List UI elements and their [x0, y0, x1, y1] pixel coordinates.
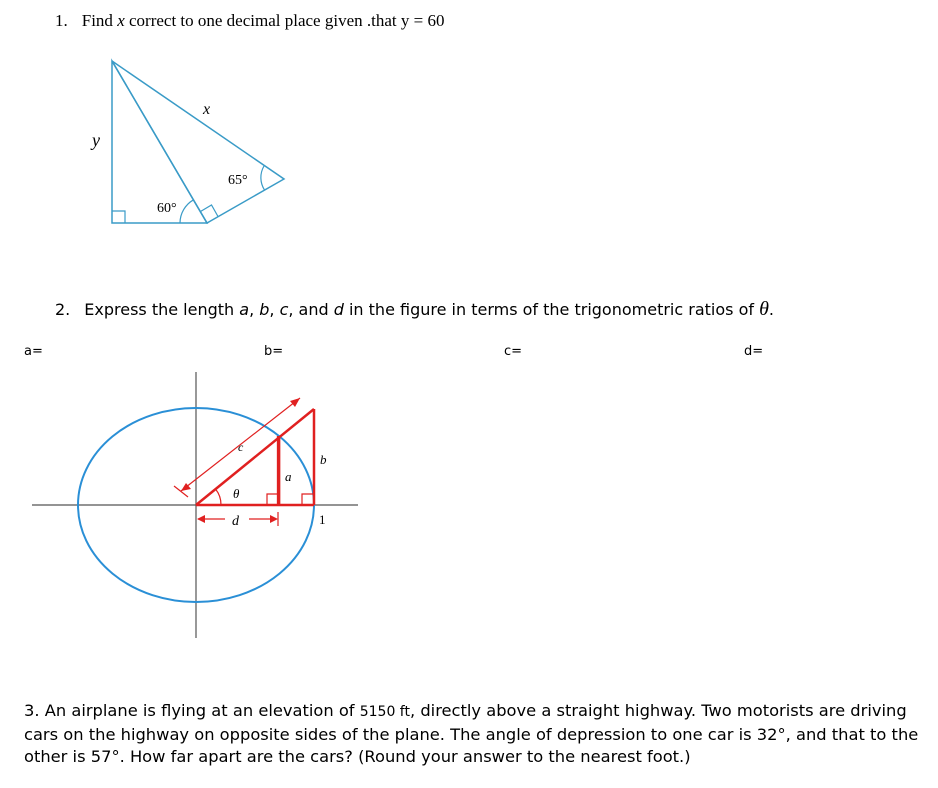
right-angle-marker-a: [267, 494, 278, 505]
question-2-number: 2.: [55, 300, 71, 319]
answer-d-label: d=: [744, 344, 764, 359]
arrowhead-d-left: [197, 515, 205, 523]
label-c: c: [238, 440, 244, 454]
variable-x: x: [117, 11, 125, 30]
theta-arc: [216, 489, 222, 505]
label-b: b: [320, 452, 327, 467]
label-d: d: [232, 514, 239, 529]
theta-symbol: θ: [759, 298, 769, 320]
answer-c-label: c=: [504, 344, 523, 359]
label-y: y: [92, 130, 100, 150]
question-1-text: 1. Find x correct to one decimal place given .that y = 60: [55, 11, 445, 30]
arrowhead-c-end: [290, 398, 300, 407]
label-a: a: [285, 469, 292, 484]
answer-b-label: b=: [264, 344, 284, 359]
arrowhead-d-right: [270, 515, 278, 523]
label-angle-60: 60°: [157, 201, 177, 216]
question-2-text: 2. Express the length a, b, c, and d in the figure in terms of the trigonometric ratios of θ.: [55, 298, 774, 320]
right-angle-marker-b: [302, 494, 314, 505]
label-angle-65: 65°: [228, 173, 248, 188]
question-3-text: 3. An airplane is flying at an elevation of 5150 ft, directly above a straight highway. Two motorists are driving cars on the highway on opposite sides of the plane. The angle of depression to one car is 32°, and that to the other is 57°. How far apart are the cars? (Round your answer to the nearest foot.): [24, 701, 919, 766]
hypotenuse-line: [196, 409, 314, 505]
question-1-number: 1.: [55, 11, 68, 30]
elevation-value: 5150 ft: [359, 704, 410, 720]
label-x: x: [203, 101, 211, 118]
label-theta: θ: [233, 486, 240, 501]
label-one: 1: [319, 512, 326, 527]
answer-a-label: a=: [24, 344, 43, 359]
